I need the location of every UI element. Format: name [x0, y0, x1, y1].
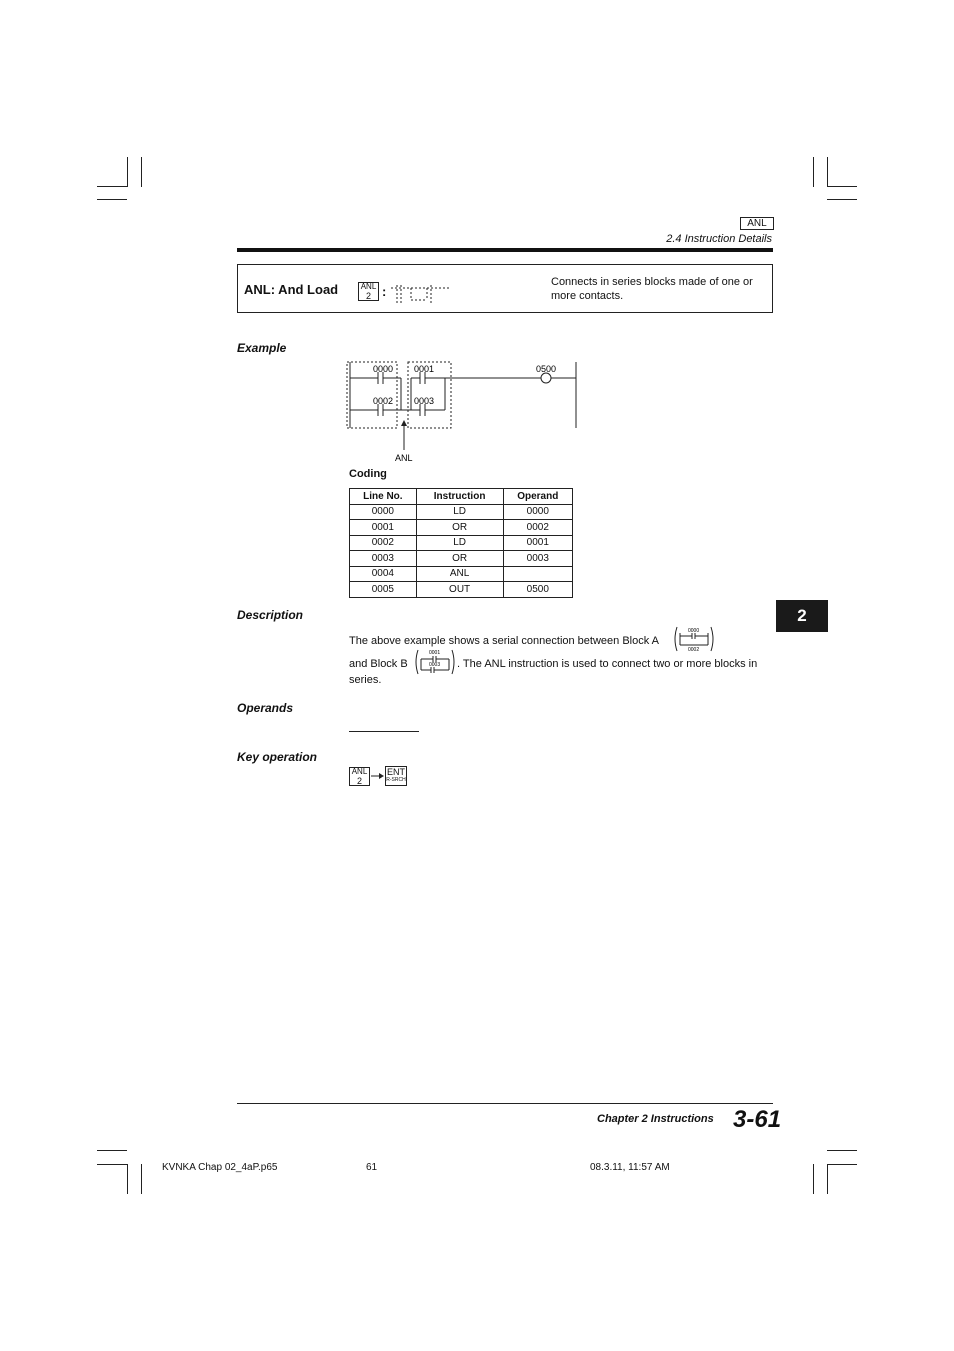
- table-cell: 0002: [503, 520, 572, 536]
- page-number: 3-61: [733, 1106, 782, 1133]
- chapter-tab: 2: [776, 600, 828, 632]
- column-header: Line No.: [350, 489, 417, 505]
- crop-mark: [827, 186, 857, 187]
- table-cell: 0002: [350, 535, 417, 551]
- crop-mark: [813, 157, 814, 187]
- table-cell: 0000: [350, 504, 417, 520]
- print-page: 61: [366, 1162, 378, 1173]
- column-header: Operand: [503, 489, 572, 505]
- arrow-right-icon: [371, 771, 385, 781]
- table-row: [350, 566, 573, 582]
- block-b-label: 0001: [429, 650, 441, 656]
- table-cell: 0001: [503, 535, 572, 551]
- block-a-label: 0002: [688, 647, 700, 653]
- table-cell: 0001: [350, 520, 417, 536]
- table-header-row: [350, 489, 573, 505]
- crop-mark: [97, 186, 127, 187]
- table-cell: OR: [416, 551, 503, 567]
- anl-pointer-label: ANL: [395, 453, 413, 463]
- print-date: 08.3.11, 11:57 AM: [590, 1162, 670, 1173]
- crop-mark: [827, 1164, 857, 1165]
- contact-label: 0000: [373, 364, 394, 374]
- section-operands: Operands: [237, 701, 294, 715]
- crop-mark: [97, 1150, 127, 1151]
- table-row: [350, 582, 573, 598]
- description-line-2-pre: and Block B: [349, 658, 408, 670]
- table-row: [350, 551, 573, 567]
- footer-rule: [237, 1103, 773, 1104]
- table-row: [350, 520, 573, 536]
- ent-key-icon: ENT R-SRCH: [385, 766, 407, 786]
- table-cell: LD: [416, 535, 503, 551]
- footer-chapter: Chapter 2 Instructions: [597, 1113, 714, 1125]
- anl-key-icon: ANL 2: [349, 767, 370, 786]
- description-line-3: series.: [349, 674, 382, 686]
- description-line-1: The above example shows a serial connection between Block A: [349, 635, 660, 647]
- table-cell: OUT: [416, 582, 503, 598]
- ladder-symbol-icon: [389, 283, 453, 305]
- coding-label: Coding: [349, 468, 387, 480]
- crop-mark: [97, 199, 127, 200]
- table-cell: 0000: [503, 504, 572, 520]
- table-cell: 0500: [503, 582, 572, 598]
- table-cell: 0003: [503, 551, 572, 567]
- instruction-title: ANL: And Load: [244, 282, 339, 297]
- block-a-icon: [672, 625, 716, 653]
- crop-mark: [827, 157, 828, 187]
- contact-label: 0003: [414, 396, 435, 406]
- arrow-up-icon: [401, 420, 407, 426]
- header-tag: ANL: [740, 217, 774, 230]
- crop-mark: [141, 157, 142, 187]
- table-cell: 0003: [350, 551, 417, 567]
- crop-mark: [827, 1164, 828, 1194]
- table-cell: ANL: [416, 566, 503, 582]
- block-b-label: 0003: [429, 662, 441, 668]
- instruction-title-box: [237, 264, 773, 313]
- section-example: Example: [237, 341, 287, 355]
- table-row: [350, 535, 573, 551]
- coding-table: [349, 488, 573, 598]
- coil-label: 0500: [536, 364, 557, 374]
- title-colon: :: [382, 284, 387, 299]
- table-cell: OR: [416, 520, 503, 536]
- block-a-label: 0000: [688, 628, 700, 634]
- crop-mark: [127, 157, 128, 187]
- description-line-2-post: . The ANL instruction is used to connect two or more blocks in: [457, 658, 758, 670]
- table-cell: [503, 566, 572, 582]
- contact-label: 0002: [373, 396, 394, 406]
- crop-mark: [827, 199, 857, 200]
- crop-mark: [127, 1164, 128, 1194]
- table-cell: 0004: [350, 566, 417, 582]
- header-rule: [237, 248, 773, 252]
- operand-placeholder-rule: [349, 731, 419, 732]
- table-cell: 0005: [350, 582, 417, 598]
- block-b-icon: [413, 648, 457, 676]
- print-file: KVNKA Chap 02_4aP.p65: [162, 1162, 278, 1173]
- instruction-summary: Connects in series blocks made of one or more contacts.: [551, 276, 753, 302]
- table-cell: LD: [416, 504, 503, 520]
- crop-mark: [827, 1150, 857, 1151]
- section-key-operation: Key operation: [237, 750, 318, 764]
- header-section: 2.4 Instruction Details: [666, 233, 772, 245]
- ladder-diagram: [345, 358, 585, 466]
- section-description: Description: [237, 608, 304, 622]
- crop-mark: [813, 1164, 814, 1194]
- table-row: [350, 504, 573, 520]
- column-header: Instruction: [416, 489, 503, 505]
- anl-key-icon: ANL 2: [358, 282, 379, 301]
- crop-mark: [141, 1164, 142, 1194]
- contact-label: 0001: [414, 364, 435, 374]
- crop-mark: [97, 1164, 127, 1165]
